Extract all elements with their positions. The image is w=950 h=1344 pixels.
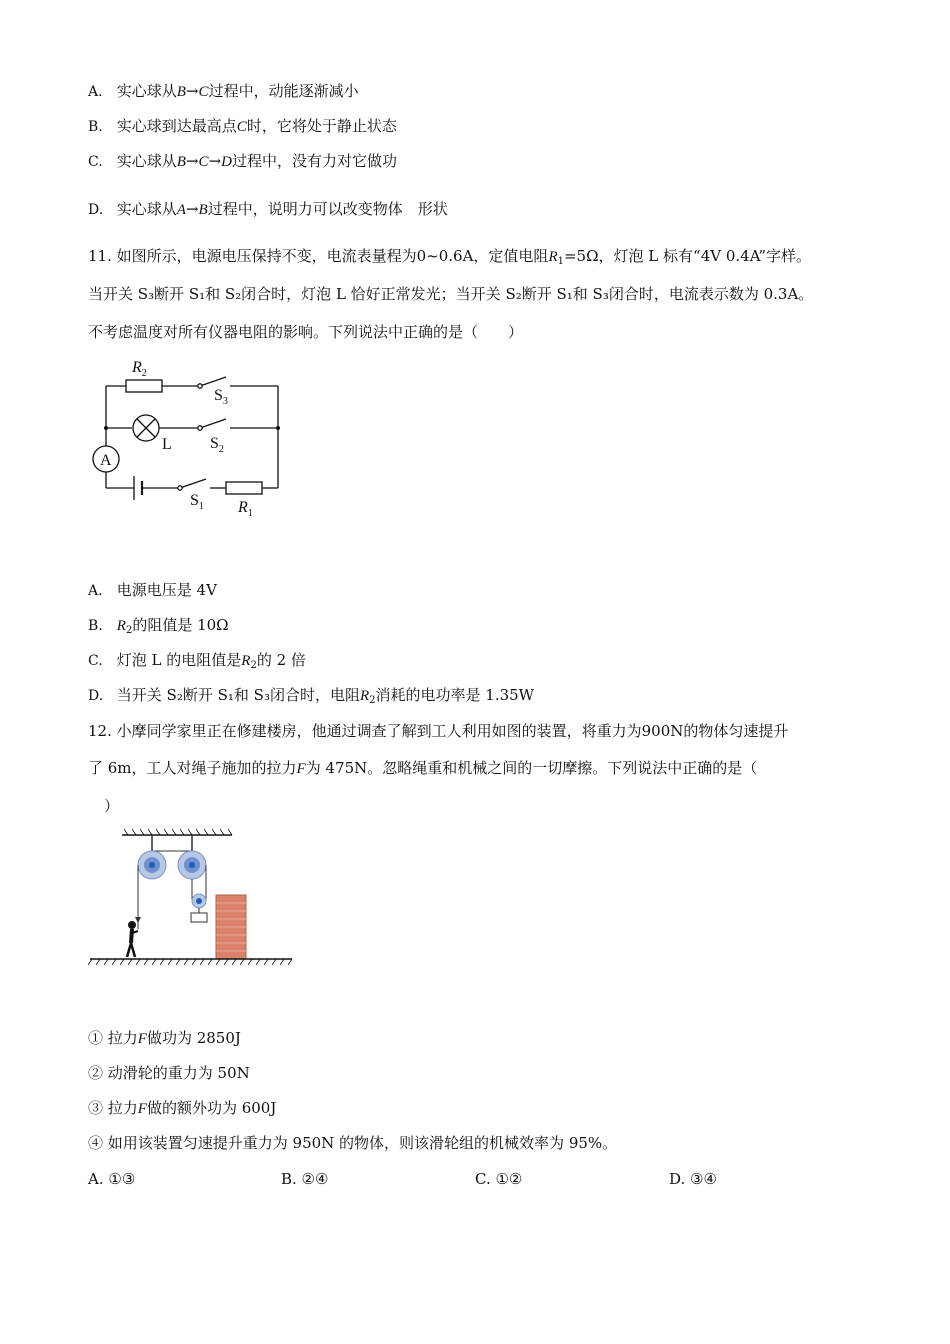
q11-stem-line2: 当开关 S₃断开 S₁和 S₂闭合时，灯泡 L 恰好正常发光；当开关 S₂断开 S₁和 S₃闭合时，电流表示数为 0.3A。 [88, 285, 814, 303]
circuit-diagram [88, 352, 288, 522]
q11-stem-line1: 11. 如图所示，电源电压保持不变，电流表量程为0~0.6A，定值电阻$R_1=5\Omega$，灯泡 L 标有“4V 0.4A”字样。 [88, 247, 811, 267]
worker-figure [127, 921, 138, 957]
q12-stem-line2: 了 6m，工人对绳子施加的拉力F为 475N。忽略绳重和机械之间的一切摩擦。下列说法中正确的是（ [88, 759, 758, 777]
q10-option-b: B. 实心球到达最高点C时，它将处于静止状态 [88, 117, 397, 135]
q12-statement-1: ① 拉力F做功为 2850J [88, 1029, 241, 1047]
label-s3: S [214, 387, 223, 404]
svg-text:S1: $S_1$ [190, 492, 204, 512]
svg-text:S2: $S_2$ [210, 435, 224, 455]
svg-text:S3: $S_3$ [214, 387, 228, 407]
q12-statement-3: ③ 拉力F做的额外功为 600J [88, 1099, 277, 1117]
q11-option-c: C. 灯泡 L 的电阻值是$R_2$的 2 倍 [88, 651, 306, 671]
svg-text:R1: $R_1$ [238, 499, 253, 519]
label-lamp: L [162, 436, 172, 453]
label-r2: R [132, 359, 142, 376]
q12-statement-2: ② 动滑轮的重力为 50N [88, 1064, 250, 1082]
q11-option-d: D. 当开关 S₂断开 S₁和 S₃闭合时，电阻$R_2$消耗的电功率是 1.35W [88, 686, 535, 706]
label-ammeter: A [100, 452, 112, 469]
q11-option-b: B. $R_2$的阻值是 10Ω [88, 616, 229, 636]
q10-option-a: A. 实心球从B→C过程中，动能逐渐减小 [88, 82, 359, 100]
q12-choice-c: C. ①② [475, 1170, 523, 1188]
label-s2: S [210, 435, 219, 452]
pulley-diagram [88, 825, 298, 970]
svg-text:R2: $R_2$ [132, 359, 147, 379]
label-r1: R [238, 499, 248, 516]
q12-choice-b: B. ②④ [281, 1170, 329, 1188]
q11-option-a: A. 电源电压是 4V [88, 581, 217, 599]
q10-option-d: D. 实心球从A→B过程中，说明力可以改变物体 形状 [88, 200, 448, 218]
label-s1: S [190, 492, 199, 509]
q11-stem-line3: 不考虑温度对所有仪器电阻的影响。下列说法中正确的是（ ） [88, 323, 524, 341]
load-box [191, 913, 207, 922]
switch-s3 [200, 377, 226, 386]
q12-choice-d: D. ③④ [669, 1170, 717, 1188]
switch-s1 [180, 479, 206, 488]
q12-statement-4: ④ 如用该装置匀速提升重力为 950N 的物体，则该滑轮组的机械效率为 95%。 [88, 1134, 618, 1152]
resistor-r1 [226, 482, 262, 494]
resistor-r2 [126, 380, 162, 392]
q12-stem-line1: 12. 小摩同学家里正在修建楼房，他通过调查了解到工人利用如图的装置，将重力为900N的物体匀速提升 [88, 722, 789, 740]
switch-s2 [200, 419, 226, 428]
q10-option-c: C. 实心球从B→C→D过程中，没有力对它做功 [88, 152, 397, 170]
q12-choice-a: A. ①③ [88, 1170, 136, 1188]
q12-stem-line3: ） [104, 797, 120, 815]
